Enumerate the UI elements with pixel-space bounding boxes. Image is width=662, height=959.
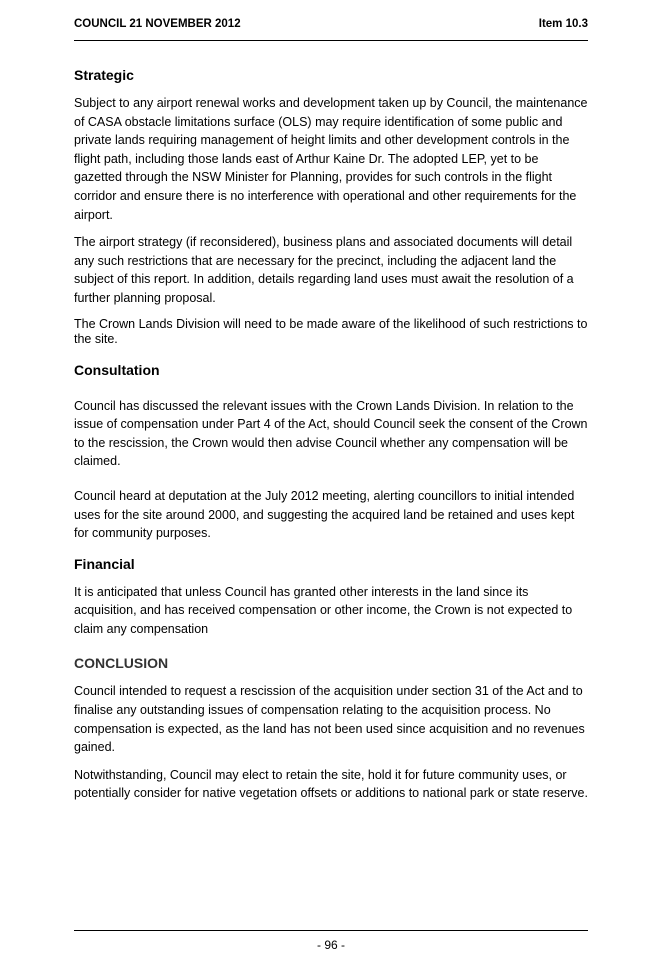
- document-body: [74, 66, 588, 812]
- strategic-paragraph-2: The airport strategy (if reconsidered), business plans and associated documents will detail any such restrictions that are necessary for the precinct, including the adjacent land the subject of this report. In addition, details regarding land uses must await the resolution of a further planning proposal.: [74, 235, 574, 305]
- strategic-paragraph-3: The Crown Lands Division will need to be made aware of the likelihood of such restrictions to the site.: [74, 316, 588, 346]
- header-meeting-date: COUNCIL 21 NOVEMBER 2012: [74, 18, 241, 30]
- header-item-number: Item 10.3: [538, 18, 588, 30]
- footer-divider: [74, 930, 588, 931]
- consultation-heading: Consultation: [74, 361, 160, 378]
- strategic-paragraph-1: Subject to any airport renewal works and development taken up by Council, the maintenance of CASA obstacle limitations surface (OLS) may require identification of some public and private lands requiring management of height limits and other development controls in the flight path, including those lands east of Arthur Kaine Dr. The adopted LEP, yet to be gazetted through the NSW Minister for Planning, provides for such controls in the flight corridor and ensure there is no interference with operational and other requirements for the airport.: [74, 96, 588, 222]
- conclusion-paragraph-1: Council intended to request a rescission of the acquisition under section 31 of the Act and to finalise any outstanding issues of compensation relating to the acquisition process. No compensation is expected, as the land has not been used since acquisition and no revenues gained.: [74, 684, 585, 755]
- financial-heading: Financial: [74, 555, 135, 572]
- header-divider: [74, 40, 588, 41]
- page-header: [74, 18, 588, 30]
- conclusion-paragraph-2: Notwithstanding, Council may elect to retain the site, hold it for future community uses, or potentially consider for native vegetation offsets or additions to national park or state reserve.: [74, 767, 588, 801]
- conclusion-heading: CONCLUSION: [74, 655, 169, 672]
- consultation-paragraph-1: Council has discussed the relevant issues with the Crown Lands Division. In relation to the issue of compensation under Part 4 of the Act, should Council seek the consent of the Crown to the rescission, the Crown would then advise Council whether any compensation will be claimed.: [74, 398, 588, 469]
- strategic-heading: Strategic: [74, 67, 134, 83]
- page-number: - 96 -: [316, 938, 345, 952]
- financial-paragraph-1: It is anticipated that unless Council has granted other interests in the land since its acquisition, and has received compensation or other income, the Crown is not expected to claim any compensation: [74, 584, 573, 636]
- consultation-paragraph-2: Council heard at deputation at the July 2012 meeting, alerting councillors to initial intended uses for the site around 2000, and suggesting the acquired land be retained and uses kept for community purposes.: [74, 488, 575, 541]
